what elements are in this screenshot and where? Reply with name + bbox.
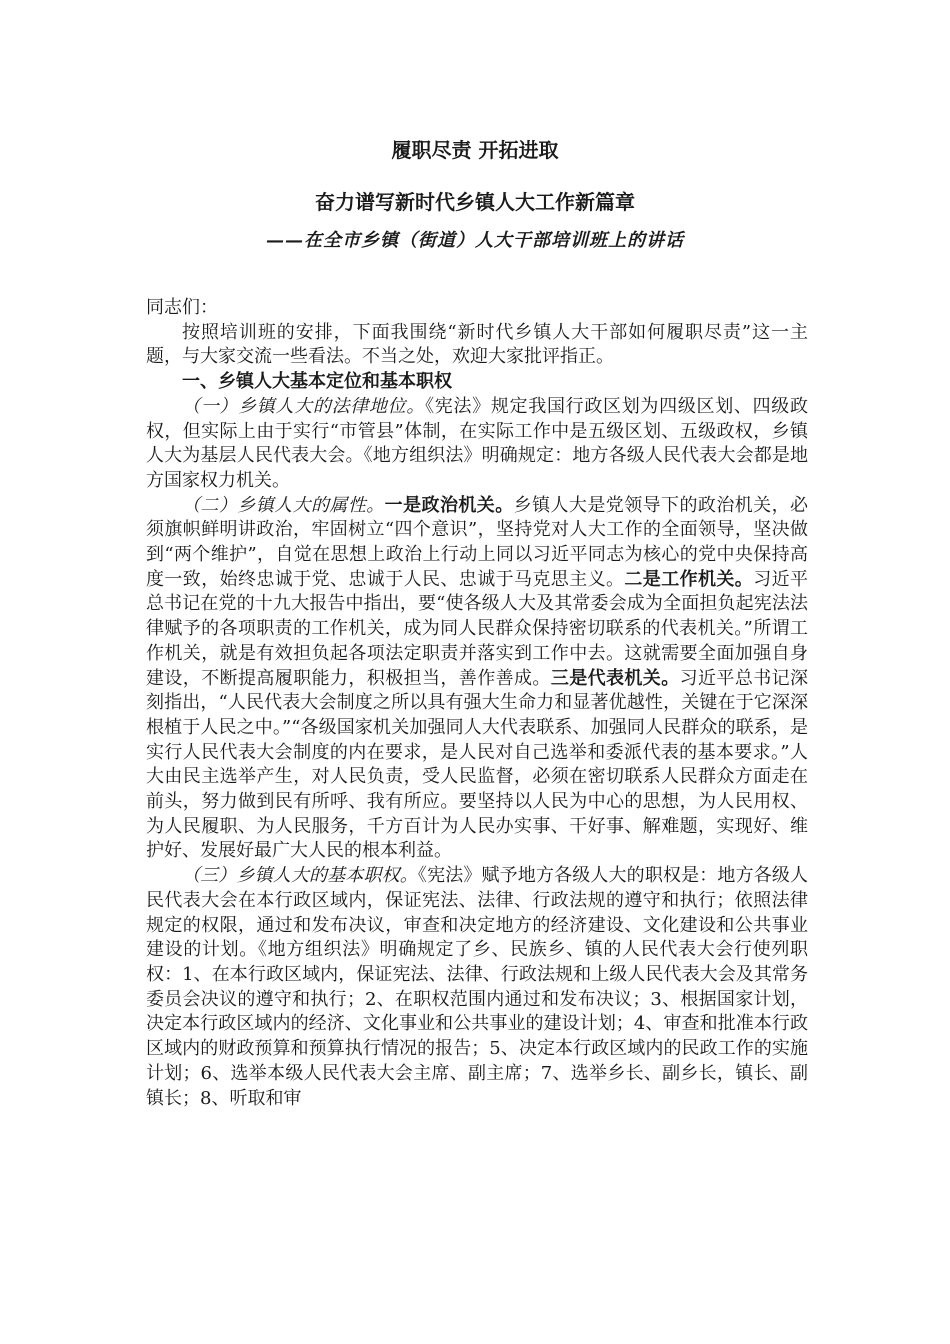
intro-paragraph: 按照培训班的安排，下面我围绕“新时代乡镇人大干部如何履职尽责”这一主题，与大家交流一些看法。不当之处，欢迎大家批评指正。	[146, 321, 808, 368]
paragraph-text: 习近平总书记深刻指出，“人民代表大会制度之所以具有强大生命力和显著优越性，关键在于它深深根植于人民之中。”“各级国家机关加强同人大代表联系、加强同人民群众的联系，是实行人民代表大会制度的内在要求，是人民对自己选举和委派代表的基本要求。”人大由民主选举产生，对人民负责，受人民监督，必须在密切联系人民群众方面走在前头，努力做到民有所呼、我有所应。要坚持以人民为中心的思想，为人民用权、为人民履职、为人民服务，千方百计为人民办实事、干好事、解难题，实现好、维护好、发展好最广大人民的根本利益。	[146, 667, 809, 862]
section-heading: 一、乡镇人大基本定位和基本职权	[182, 371, 452, 393]
emphasis-working-organ: 二是工作机关。	[624, 568, 754, 590]
paragraph-basic-powers	[146, 864, 808, 1111]
subheading-attributes: （二）乡镇人大的属性。	[182, 494, 385, 516]
document-subtitle: ——在全市乡镇（街道）人大干部培训班上的讲话	[266, 230, 684, 251]
paragraph-text: 乡镇人大是党领导下的政治机关，必须旗帜鲜明讲政治，牢固树立“四个意识”，坚持党对人大工作的全面领导，坚决做到“两个维护”，自觉在思想上政治上行动上同以习近平同志为核心的党中央保持高度一致，始终忠诚于党、忠诚于人民、忠诚于马克思主义。	[146, 494, 809, 590]
subheading-legal-status: （一）乡镇人大的法律地位。	[182, 395, 426, 417]
emphasis-representative-organ: 三是代表机关。	[550, 667, 680, 689]
document-body	[146, 296, 808, 1111]
paragraph-text: 习近平总书记在党的十九大报告中指出，要“使各级人大及其常委会成为全面担负起宪法法律赋予的各项职责的工作机关，成为同人民群众保持密切联系的代表机关。”所谓工作机关，就是有效担负起各项法定职责并落实到工作中去。这就需要全面加强自身建设，不断提高履职能力，积极担当，善作善成。	[146, 568, 809, 689]
subheading-basic-powers: （三）乡镇人大的基本职权。	[182, 865, 418, 887]
paragraph-legal-status	[146, 395, 808, 494]
document-title: 履职尽责 开拓进取	[391, 138, 559, 162]
paragraph-text: 《宪法》赋予地方各级人大的职权是：地方各级人民代表大会在本行政区域内，保证宪法、法律、行政法规的遵守和执行；依照法律规定的权限，通过和发布决议，审查和决定地方的经济建设、文化建设和公共事业建设的计划。《地方组织法》明确规定了乡、民族乡、镇的人民代表大会行使列职权：1、在本行政区域内，保证宪法、法律、行政法规和上级人民代表大会及其常务委员会决议的遵守和执行；2、在职权范围内通过和发布决议；3、根据国家计划，决定本行政区域内的经济、文化事业和公共事业的建设计划；4、审查和批准本行政区域内的财政预算和预算执行情况的报告；5、决定本行政区域内的民政工作的实施计划；6、选举本级人民代表大会主席、副主席；7、选举乡长、副乡长，镇长、副镇长；8、听取和审	[146, 865, 809, 1109]
document-title-line-2: 奋力谱写新时代乡镇人大工作新篇章	[315, 190, 635, 214]
paragraph-text: 《宪法》规定我国行政区划为四级区划、四级政权，但实际上由于实行“市管县”体制，在实际工作中是五级区划、五级政权，乡镇人大为基层人民代表大会。《地方组织法》明确规定：地方各级人民代表大会都是地方国家权力机关。	[146, 395, 808, 491]
emphasis-political-organ: 一是政治机关。	[384, 494, 514, 516]
paragraph-attributes	[146, 494, 808, 865]
salutation: 同志们：	[146, 297, 218, 318]
